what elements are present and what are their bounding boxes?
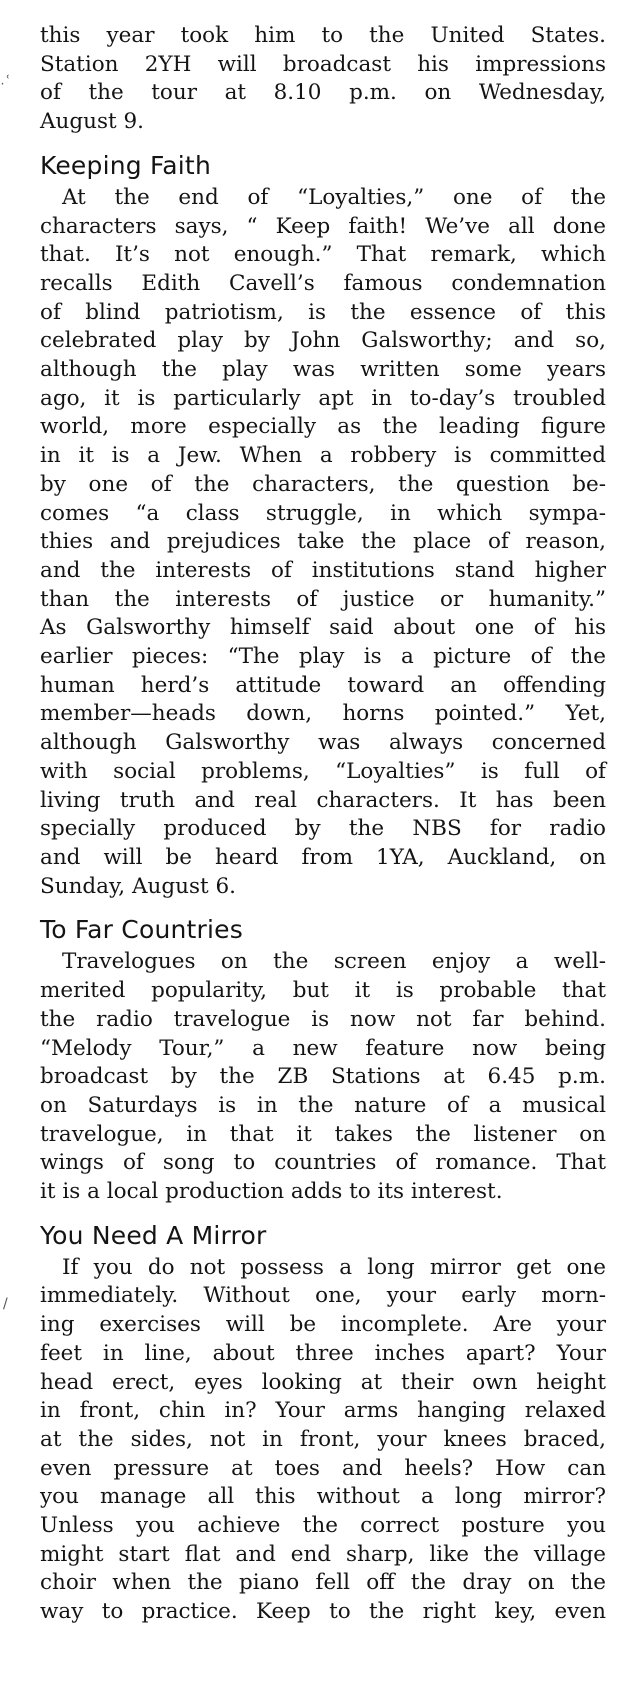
- article-page: [40, 22, 606, 1627]
- text-line: At the end of “Loyalties,” one of the: [62, 184, 606, 210]
- text-line: choir when the piano fell off the dray on the: [40, 1570, 606, 1596]
- section-paragraph: [40, 184, 606, 902]
- section-paragraph: [40, 1254, 606, 1627]
- text-line: even pressure at toes and heels? How can: [40, 1455, 606, 1481]
- text-line: world, more especially as the leading figure: [40, 414, 606, 440]
- text-line: merited popularity, but it is probable that: [40, 978, 606, 1004]
- text-line: celebrated play by John Galsworthy; and so,: [40, 328, 606, 354]
- text-line: the radio travelogue is now not far behind.: [40, 1006, 606, 1032]
- text-line: Unless you achieve the correct posture you: [40, 1513, 606, 1539]
- text-line: this year took him to the United States.: [40, 23, 606, 48]
- text-line: thies and prejudices take the place of reason,: [40, 529, 606, 555]
- text-line: August 9.: [40, 109, 145, 135]
- text-line: ago, it is particularly apt in to-day’s troubled: [40, 385, 606, 411]
- text-line: feet in line, about three inches apart? Your: [40, 1340, 606, 1366]
- text-line: Sunday, August 6.: [40, 873, 236, 899]
- intro-paragraph: [40, 22, 606, 137]
- text-line: you manage all this without a long mirror?: [40, 1484, 606, 1510]
- text-line: human herd’s attitude toward an offending: [40, 672, 606, 698]
- text-line: wings of song to countries of romance. That: [40, 1150, 606, 1176]
- text-line: with social problems, “Loyalties” is full of: [40, 758, 606, 784]
- text-line: although Galsworthy was always concerned: [40, 730, 606, 756]
- text-line: If you do not possess a long mirror get one: [62, 1254, 606, 1280]
- text-line: specially produced by the NBS for radio: [40, 816, 606, 842]
- text-line: recalls Edith Cavell’s famous condemnation: [40, 270, 606, 296]
- text-line: it is a local production adds to its interest.: [40, 1179, 503, 1205]
- text-line: travelogue, in that it takes the listener on: [40, 1121, 606, 1147]
- margin-mark: ̣˓: [6, 70, 11, 86]
- text-line: in it is a Jew. When a robbery is committed: [40, 443, 606, 469]
- text-line: “Melody Tour,” a new feature now being: [40, 1035, 606, 1061]
- text-line: characters says, “ Keep faith! We’ve all done: [40, 213, 606, 239]
- text-line: head erect, eyes looking at their own height: [40, 1369, 606, 1395]
- text-line: that. It’s not enough.” That remark, which: [40, 242, 606, 268]
- text-line: than the interests of justice or humanity.”: [40, 586, 606, 612]
- text-line: and will be heard from 1YA, Auckland, on: [40, 844, 606, 870]
- text-line: ing exercises will be incomplete. Are your: [40, 1312, 606, 1338]
- text-line: at the sides, not in front, your knees braced,: [40, 1426, 606, 1452]
- text-line: Travelogues on the screen enjoy a well-: [62, 949, 606, 975]
- text-line: way to practice. Keep to the right key, even: [40, 1599, 606, 1625]
- section-heading: Keeping Faith: [40, 150, 211, 180]
- text-line: Station 2YH will broadcast his impressions: [40, 51, 606, 77]
- text-line: living truth and real characters. It has been: [40, 787, 606, 813]
- text-line: by one of the characters, the question be-: [40, 471, 606, 497]
- text-line: immediately. Without one, your early morn-: [40, 1283, 606, 1309]
- text-line: earlier pieces: “The play is a picture of the: [40, 644, 606, 670]
- section-heading: You Need A Mirror: [40, 1220, 267, 1250]
- text-line: As Galsworthy himself said about one of his: [40, 615, 606, 641]
- margin-mark: /: [3, 1296, 8, 1312]
- text-line: although the play was written some years: [40, 357, 606, 383]
- section-heading: To Far Countries: [40, 915, 243, 945]
- section-paragraph: [40, 948, 606, 1206]
- text-line: on Saturdays is in the nature of a musical: [40, 1092, 606, 1118]
- text-line: in front, chin in? Your arms hanging relaxed: [40, 1398, 606, 1424]
- text-line: member—heads down, horns pointed.” Yet,: [40, 701, 606, 727]
- text-line: of the tour at 8.10 p.m. on Wednesday,: [40, 80, 606, 106]
- text-line: and the interests of institutions stand higher: [40, 557, 606, 583]
- text-line: comes “a class struggle, in which sympa-: [40, 500, 606, 526]
- text-line: of blind patriotism, is the essence of this: [40, 299, 606, 325]
- text-line: might start flat and end sharp, like the village: [40, 1541, 606, 1567]
- text-line: broadcast by the ZB Stations at 6.45 p.m.: [40, 1064, 606, 1090]
